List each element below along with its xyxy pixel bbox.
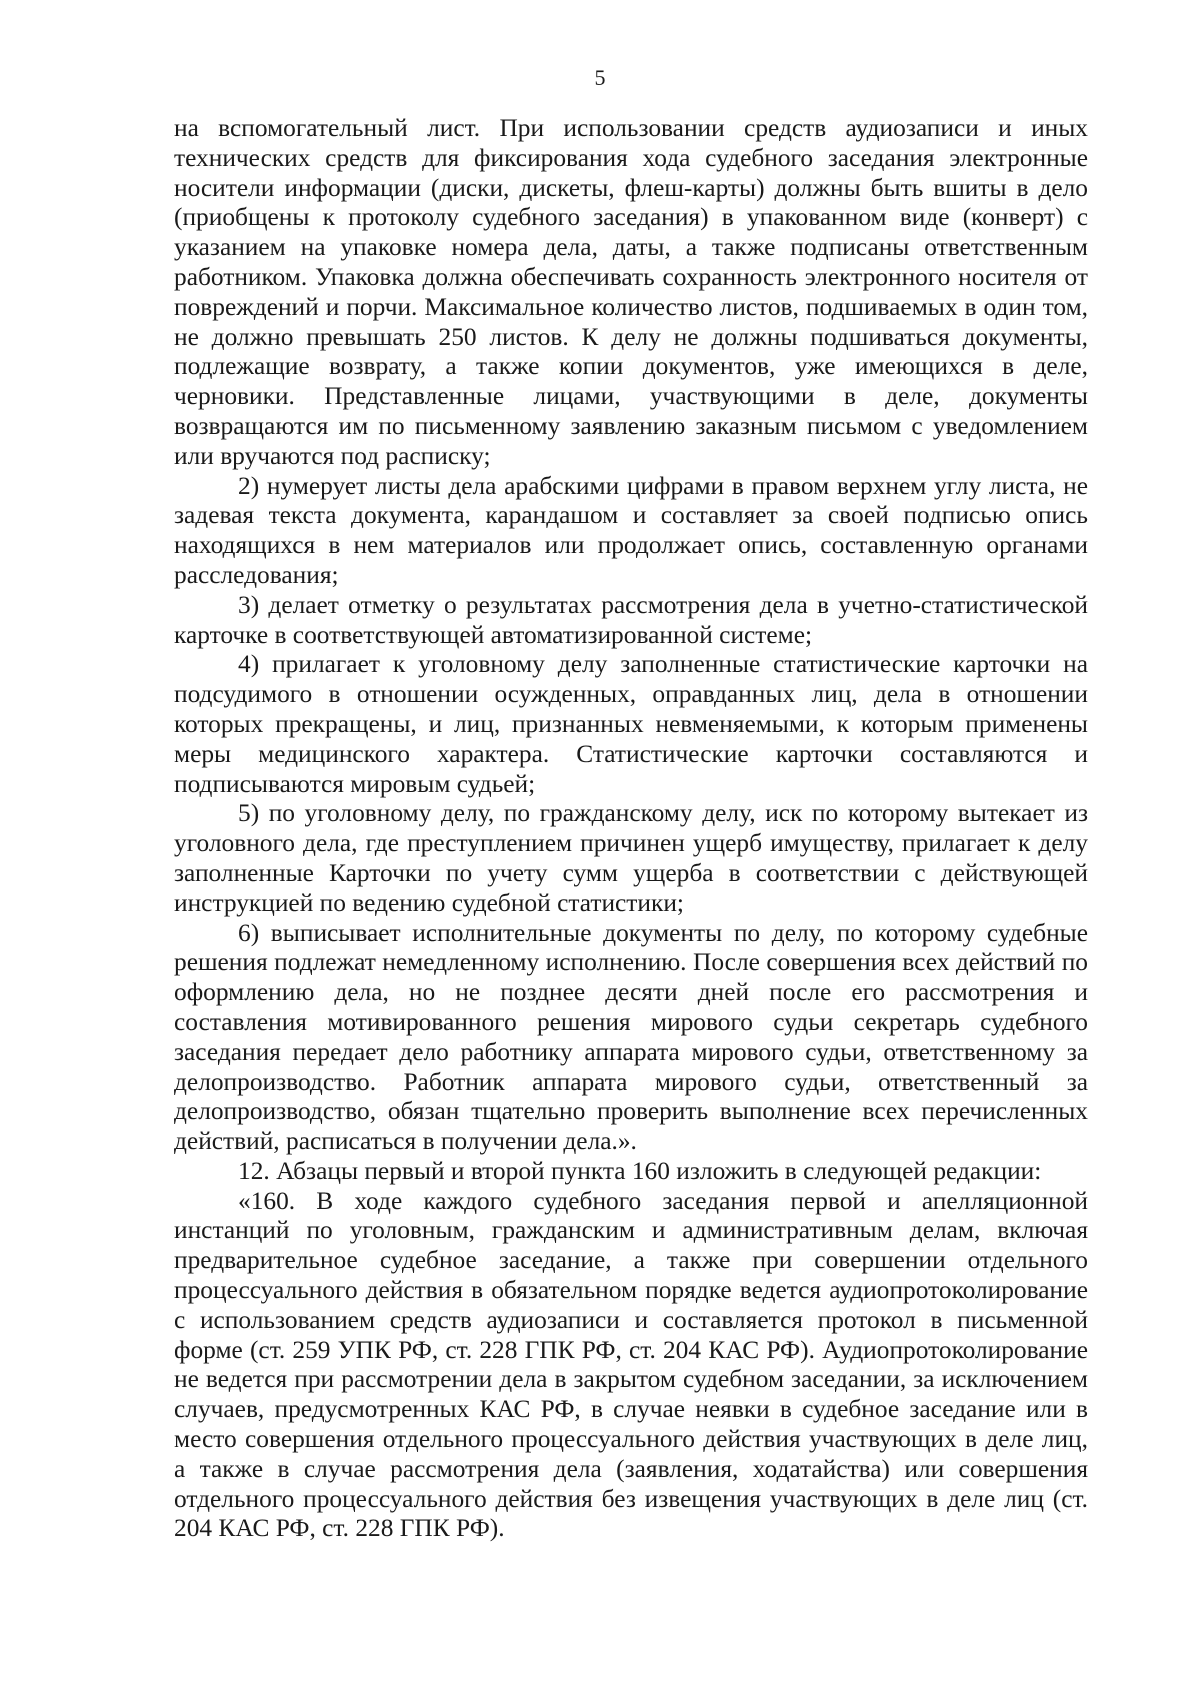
page-number: 5	[594, 65, 606, 90]
paragraph: на вспомогательный лист. При использовании средств аудиозаписи и иных технических средств для фиксирования хода судебного заседания электронные носители информации (диски, дискеты, флеш-карты) должны быть вшиты в дело (приобщены к протоколу судебного заседания) в упакованном виде (конверт) с указанием на упаковке номера дела, даты, а также подписаны ответственным работником. Упаковка должна обеспечивать сохранность электронного носителя от повреждений и порчи. Максимальное количество листов, подшиваемых в один том, не должно превышать 250 листов. К делу не должны подшиваться документы, подлежащие возврату, а также копии документов, уже имеющихся в деле, черновики. Представленные лицами, участвующими в деле, документы возвращаются им по письменному заявлению заказным письмом с уведомлением или вручаются под расписку;	[174, 114, 1088, 470]
paragraph-clause-160: «160. В ходе каждого судебного заседания первой и апелляционной инстанций по уголовным, гражданским и административным делам, включая предварительное судебное заседание, а также при совершении отдельного процессуального действия в обязательном порядке ведется аудиопротоколирование с использованием средств аудиозаписи и составляется протокол в письменной форме (ст. 259 УПК РФ, ст. 228 ГПК РФ, ст. 204 КАС РФ). Аудиопротоколирование не ведется при рассмотрении дела в закрытом судебном заседании, за исключением случаев, предусмотренных КАС РФ, в случае неявки в судебное заседание или в место совершения отдельного процессуального действия участвующих в деле лиц, а также в случае рассмотрения дела (заявления, ходатайства) или совершения отдельного процессуального действия без извещения участвующих в деле лиц (ст. 204 КАС РФ, ст. 228 ГПК РФ).	[174, 1186, 1088, 1543]
paragraph-item-6: 6) выписывает исполнительные документы по делу, по которому судебные решения подлежат немедленному исполнению. После совершения всех действий по оформлению дела, но не позднее десяти дней после его рассмотрения и составления мотивированного решения мирового судьи секретарь судебного заседания передает дело работнику аппарата мирового судьи, ответственному за делопроизводство. Работник аппарата мирового судьи, ответственный за делопроизводство, обязан тщательно проверить выполнение всех перечисленных действий, расписаться в получении дела.».	[174, 918, 1088, 1156]
document-body	[174, 114, 1088, 1544]
paragraph-item-3: 3) делает отметку о результатах рассмотрения дела в учетно-статистической карточке в соответствующей автоматизированной системе;	[174, 590, 1088, 649]
paragraph-item-2: 2) нумерует листы дела арабскими цифрами в правом верхнем углу листа, не задевая текста документа, карандашом и составляет за своей подписью опись находящихся в нем материалов или продолжает опись, составленную органами расследования;	[174, 471, 1088, 589]
paragraph-item-4: 4) прилагает к уголовному делу заполненные статистические карточки на подсудимого в отношении осужденных, оправданных лиц, дела в отношении которых прекращены, и лиц, признанных невменяемыми, к которым применены меры медицинского характера. Статистические карточки составляются и подписываются мировым судьей;	[174, 650, 1088, 798]
paragraph-item-5: 5) по уголовному делу, по гражданскому делу, иск по которому вытекает из уголовного дела, где преступлением причинен ущерб имуществу, прилагает к делу заполненные Карточки по учету сумм ущерба в соответствии с действующей инструкцией по ведению судебной статистики;	[174, 799, 1088, 917]
paragraph-clause-12: 12. Абзацы первый и второй пункта 160 изложить в следующей редакции:	[238, 1156, 1042, 1185]
